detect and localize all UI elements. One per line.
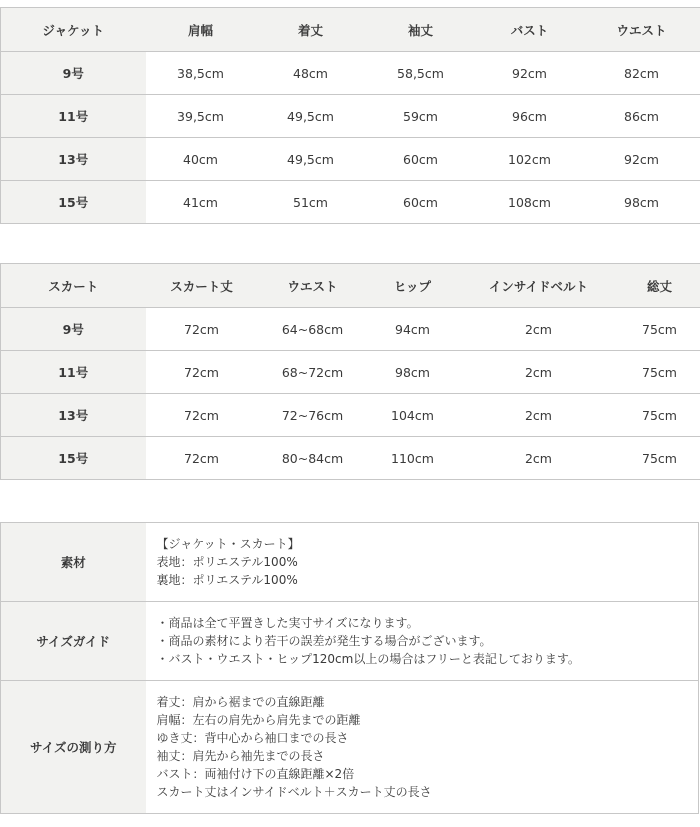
table-cell: 60cm	[366, 138, 476, 181]
table-cell: 80~84cm	[258, 437, 368, 480]
info-line: ・バスト・ウエスト・ヒップ120cm以上の場合はフリーと表記しております。	[156, 652, 580, 666]
table-cell: 41cm	[146, 181, 256, 224]
column-header: ジャケット	[1, 8, 146, 52]
table-cell: 98cm	[368, 351, 458, 394]
size-label: 9号	[1, 52, 146, 95]
size-label: 11号	[1, 351, 146, 394]
column-header: バスト	[476, 8, 584, 52]
table-cell: 49,5cm	[256, 95, 366, 138]
table-cell: 94cm	[368, 308, 458, 351]
table-cell: 92cm	[476, 52, 584, 95]
table-cell: 38,5cm	[146, 52, 256, 95]
table-cell: 64~68cm	[258, 308, 368, 351]
info-line: 肩幅：左右の肩先から肩先までの距離	[156, 713, 361, 727]
size-guide-label: サイズガイド	[1, 602, 146, 681]
material-row	[1, 523, 699, 602]
table-cell: 102cm	[476, 138, 584, 181]
size-label: 11号	[1, 95, 146, 138]
info-line: 表地：ポリエステル100%	[156, 555, 298, 569]
table-cell: 72cm	[146, 394, 258, 437]
table-cell: 48cm	[256, 52, 366, 95]
info-line: 着丈：肩から裾までの直線距離	[156, 695, 325, 709]
column-header: ウエスト	[258, 264, 368, 308]
size-label: 13号	[1, 394, 146, 437]
table-header-row	[1, 264, 700, 308]
table-cell: 49,5cm	[256, 138, 366, 181]
measurement-details	[146, 681, 699, 814]
measurement-row	[1, 681, 699, 814]
table-cell: 75cm	[620, 437, 700, 480]
table-cell: 72cm	[146, 308, 258, 351]
table-cell: 72cm	[146, 351, 258, 394]
info-line: バスト：両袖付け下の直線距離×2倍	[156, 767, 355, 781]
table-cell: 68~72cm	[258, 351, 368, 394]
table-cell: 59cm	[366, 95, 476, 138]
column-header: ヒップ	[368, 264, 458, 308]
column-header: 総丈	[620, 264, 700, 308]
table-cell: 75cm	[620, 308, 700, 351]
info-line: ・商品の素材により若干の誤差が発生する場合がございます。	[156, 634, 492, 648]
table-cell: 96cm	[476, 95, 584, 138]
column-header: 袖丈	[366, 8, 476, 52]
table-cell: 60cm	[366, 181, 476, 224]
info-line: 裏地：ポリエステル100%	[156, 573, 298, 587]
table-cell: 2cm	[458, 351, 620, 394]
table-cell: 2cm	[458, 308, 620, 351]
material-label: 素材	[1, 523, 146, 602]
size-label: 15号	[1, 437, 146, 480]
skirt-size-table	[0, 263, 700, 480]
material-details	[146, 523, 699, 602]
table-row	[1, 95, 700, 138]
table-cell: 40cm	[146, 138, 256, 181]
table-row	[1, 181, 700, 224]
table-cell: 39,5cm	[146, 95, 256, 138]
column-header: スカート丈	[146, 264, 258, 308]
table-cell: 108cm	[476, 181, 584, 224]
table-cell: 82cm	[584, 52, 700, 95]
size-label: 15号	[1, 181, 146, 224]
table-row	[1, 394, 700, 437]
measurement-label: サイズの測り方	[1, 681, 146, 814]
info-line: ・商品は全て平置きした実寸サイズになります。	[156, 616, 419, 630]
column-header: インサイドベルト	[458, 264, 620, 308]
table-cell: 58,5cm	[366, 52, 476, 95]
size-guide-details	[146, 602, 699, 681]
size-guide-row	[1, 602, 699, 681]
table-cell: 2cm	[458, 437, 620, 480]
info-line: 【ジャケット・スカート】	[156, 537, 300, 551]
size-label: 9号	[1, 308, 146, 351]
table-cell: 72cm	[146, 437, 258, 480]
info-line: ゆき丈：背中心から袖口までの長さ	[156, 731, 349, 745]
info-line: 袖丈：肩先から袖先までの長さ	[156, 749, 325, 763]
table-cell: 2cm	[458, 394, 620, 437]
table-row	[1, 308, 700, 351]
table-cell: 75cm	[620, 394, 700, 437]
table-cell: 75cm	[620, 351, 700, 394]
table-cell: 92cm	[584, 138, 700, 181]
info-line: スカート丈はインサイドベルト＋スカート丈の長さ	[156, 785, 432, 799]
table-row	[1, 437, 700, 480]
table-cell: 72~76cm	[258, 394, 368, 437]
product-info-table	[0, 522, 699, 814]
column-header: 着丈	[256, 8, 366, 52]
size-label: 13号	[1, 138, 146, 181]
table-cell: 110cm	[368, 437, 458, 480]
table-header-row	[1, 8, 700, 52]
table-cell: 104cm	[368, 394, 458, 437]
table-row	[1, 138, 700, 181]
table-row	[1, 351, 700, 394]
column-header: 肩幅	[146, 8, 256, 52]
jacket-size-table	[0, 7, 700, 224]
table-cell: 51cm	[256, 181, 366, 224]
table-cell: 86cm	[584, 95, 700, 138]
table-row	[1, 52, 700, 95]
table-cell: 98cm	[584, 181, 700, 224]
column-header: スカート	[1, 264, 146, 308]
column-header: ウエスト	[584, 8, 700, 52]
